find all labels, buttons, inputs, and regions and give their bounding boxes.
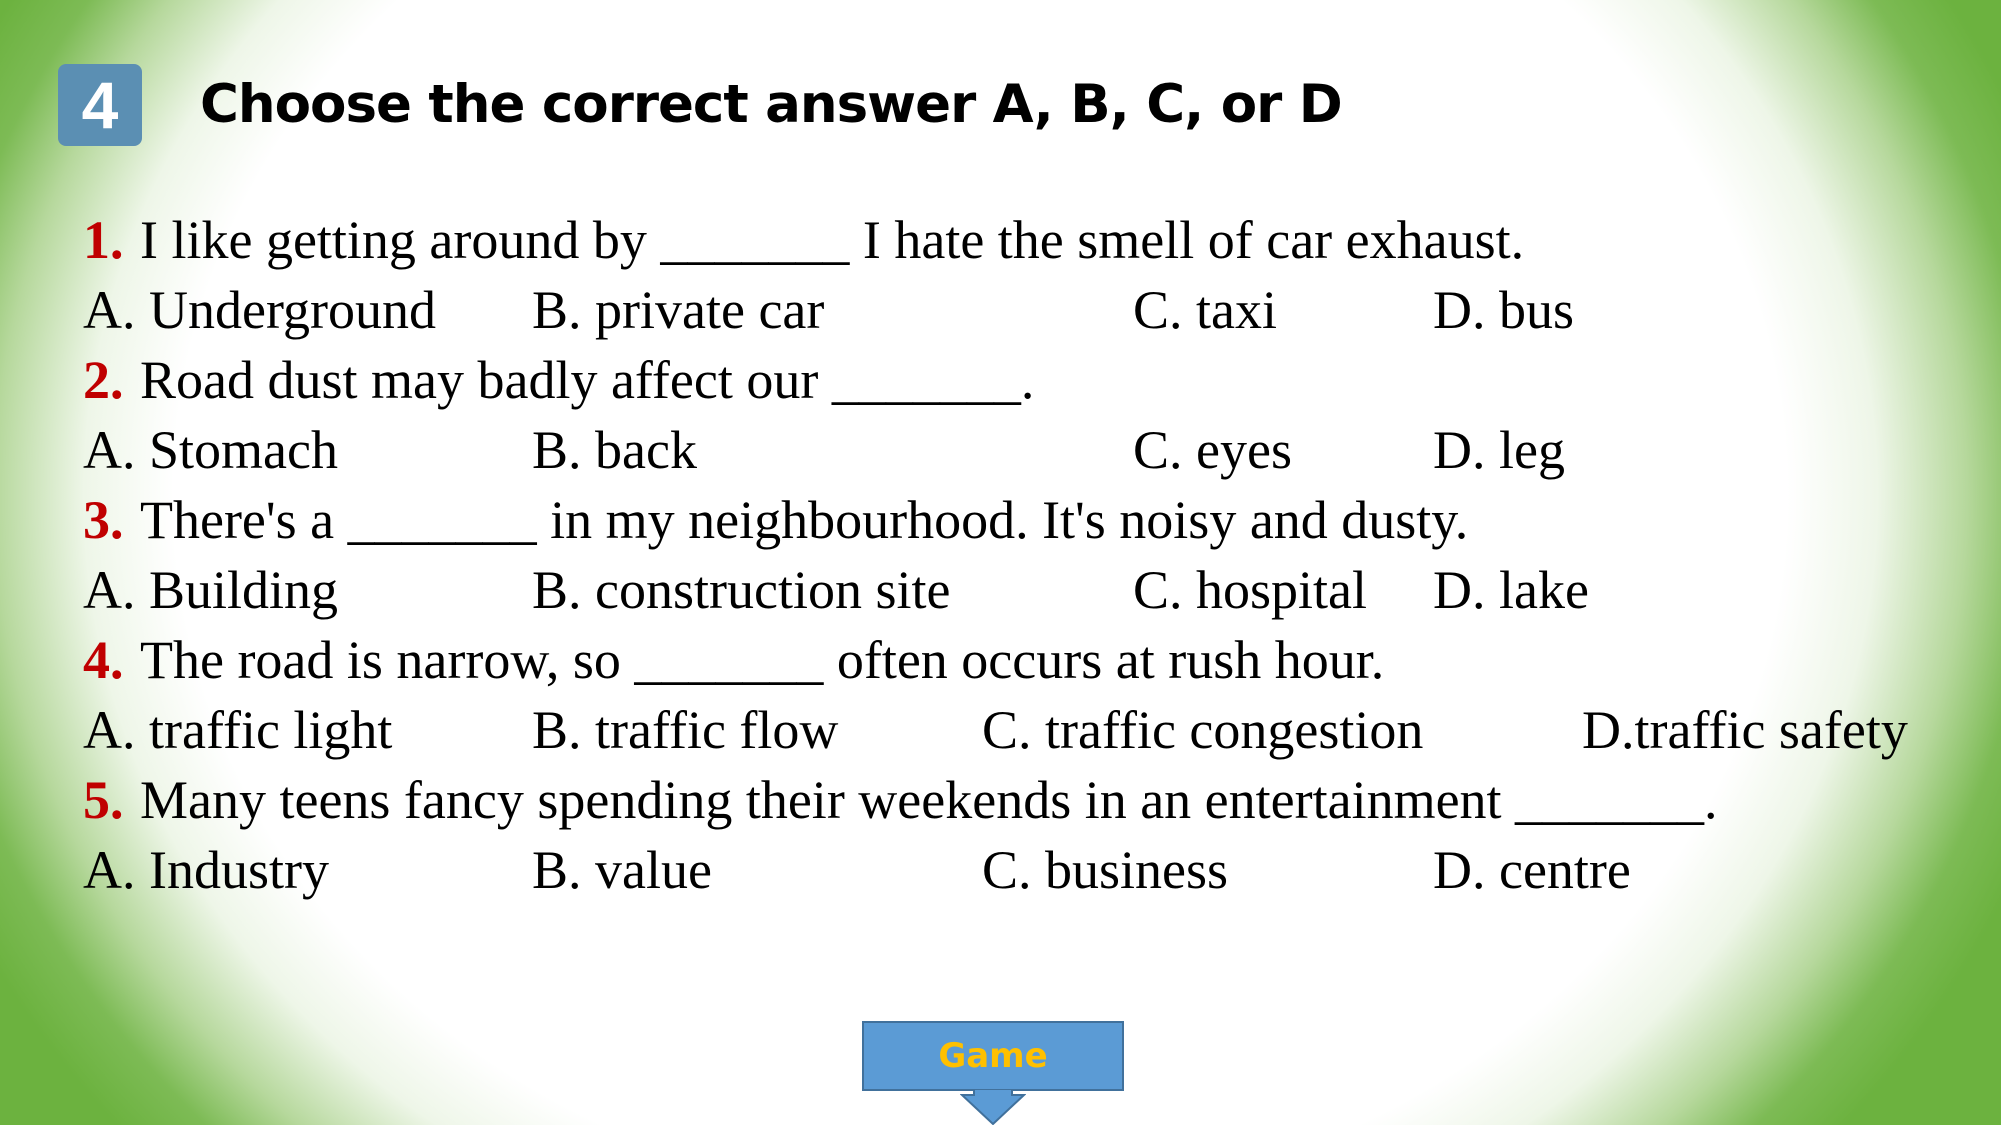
option-c[interactable]: C. hospital <box>1133 560 1368 620</box>
option-c[interactable]: C. eyes <box>1133 420 1292 480</box>
option-b[interactable]: B. construction site <box>532 560 951 620</box>
option-b[interactable]: B. back <box>532 420 697 480</box>
question-number: 4. <box>83 630 124 690</box>
option-d[interactable]: D. lake <box>1433 560 1589 620</box>
option-b[interactable]: B. value <box>532 840 712 900</box>
arrow-down-icon[interactable] <box>960 1089 1026 1125</box>
question-number: 2. <box>83 350 124 410</box>
question-number: 3. <box>83 490 124 550</box>
option-d[interactable]: D. bus <box>1433 280 1575 340</box>
option-c[interactable]: C. traffic congestion <box>982 700 1424 760</box>
question-number: 1. <box>83 210 124 270</box>
option-a[interactable]: A. Stomach <box>83 420 338 480</box>
option-c[interactable]: C. business <box>982 840 1229 900</box>
options-3 <box>0 555 2001 625</box>
question-4 <box>0 625 2001 695</box>
game-button[interactable]: Game <box>862 1021 1124 1091</box>
exercise-title: Choose the correct answer A, B, C, or D <box>200 74 1342 135</box>
option-a[interactable]: A. Industry <box>83 840 329 900</box>
options-5 <box>0 835 2001 905</box>
option-a[interactable]: A. Underground <box>83 280 436 340</box>
question-5 <box>0 765 2001 835</box>
option-a[interactable]: A. Building <box>83 560 339 620</box>
option-a[interactable]: A. traffic light <box>83 700 393 760</box>
question-1 <box>0 205 2001 275</box>
options-1 <box>0 275 2001 345</box>
question-number: 5. <box>83 770 124 830</box>
option-c[interactable]: C. taxi <box>1133 280 1277 340</box>
question-text: Many teens fancy spending their weekends in an entertainment _______. <box>140 770 1718 830</box>
option-d[interactable]: D. leg <box>1433 420 1565 480</box>
question-text: Road dust may badly affect our _______. <box>140 350 1035 410</box>
option-b[interactable]: B. private car <box>532 280 825 340</box>
option-b[interactable]: B. traffic flow <box>532 700 839 760</box>
question-3 <box>0 485 2001 555</box>
question-text: The road is narrow, so _______ often occurs at rush hour. <box>140 630 1385 690</box>
options-4 <box>0 695 2001 765</box>
question-text: There's a _______ in my neighbourhood. It's noisy and dusty. <box>140 490 1469 550</box>
options-2 <box>0 415 2001 485</box>
question-text: I like getting around by _______ I hate the smell of car exhaust. <box>140 210 1525 270</box>
option-d[interactable]: D.traffic safety <box>1582 700 1908 760</box>
question-2 <box>0 345 2001 415</box>
option-d[interactable]: D. centre <box>1433 840 1631 900</box>
section-number-badge: 4 <box>58 64 142 146</box>
